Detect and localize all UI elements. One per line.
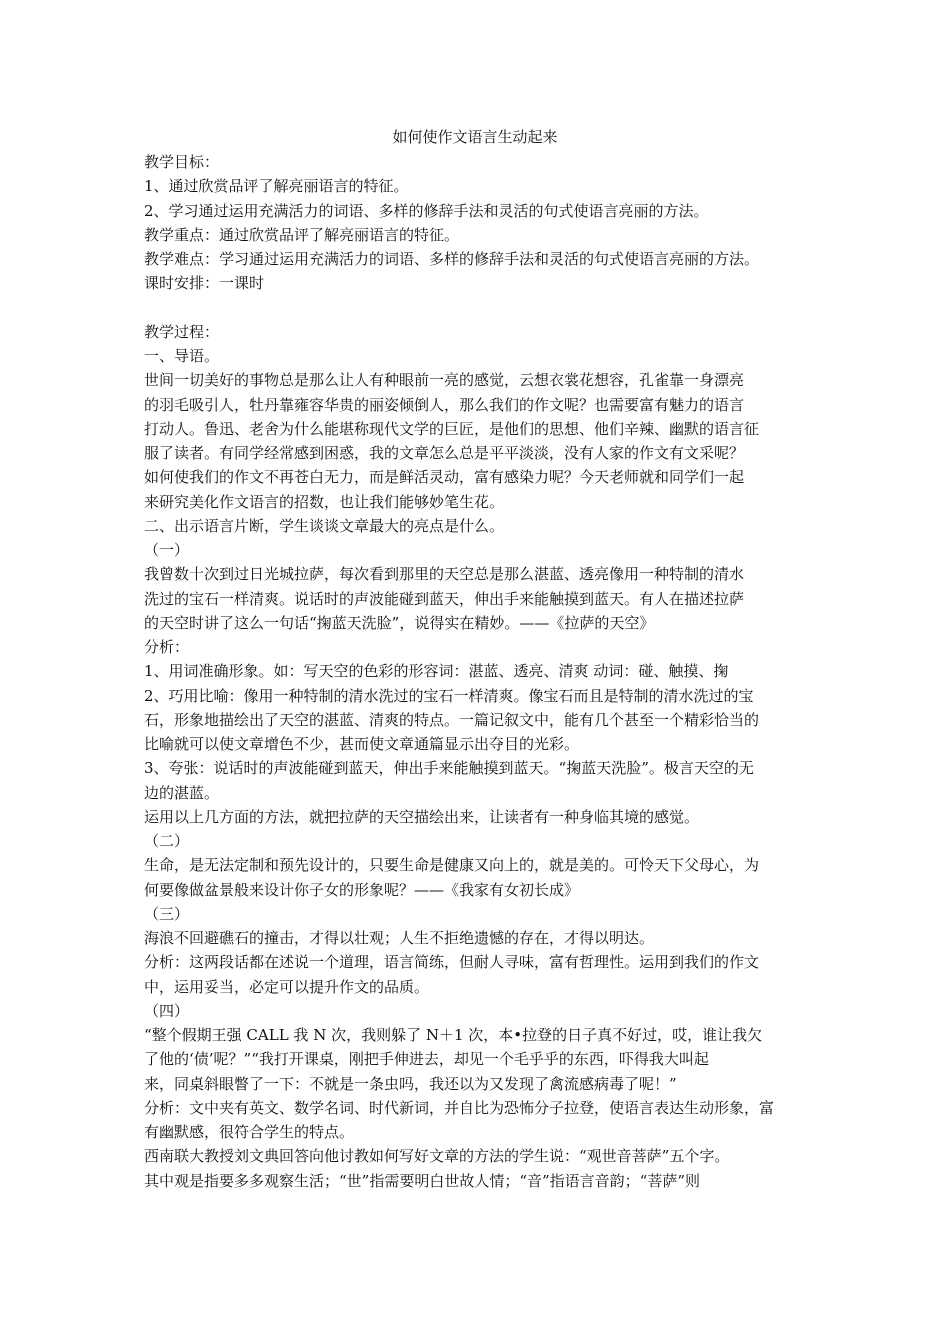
text-line: 教学难点：学习通过运用充满活力的词语、多样的修辞手法和灵活的句式使语言亮丽的方法。: [144, 250, 760, 268]
text-line: 生命，是无法定制和预先设计的，只要生命是健康又向上的，就是美的。可怜天下父母心，为: [144, 856, 760, 875]
text-line: 石，形象地描绘出了天空的湛蓝、清爽的特点。一篇记叙文中，能有几个甚至一个精彩恰当的: [144, 710, 760, 729]
text-line: 课时安排：一课时: [144, 274, 265, 293]
text-line: 二、出示语言片断，学生谈谈文章最大的亮点是什么。: [144, 516, 505, 535]
text-line: 海浪不回避礁石的撞击，才得以壮观；人生不拒绝遗憾的存在，才得以明达。: [144, 929, 655, 947]
text-line: 2、巧用比喻：像用一种特制的清水洗过的宝石一样清爽。像宝石而且是特制的清水洗过的宝: [144, 686, 754, 705]
text-line: 其中观是指要多多观察生活；“世”指需要明白世故人情；“音”指语言音韵；“菩萨”则: [144, 1171, 701, 1190]
text-line: 来研究美化作文语言的招数，也让我们能够妙笔生花。: [144, 492, 505, 511]
text-line: 3、夸张：说话时的声波能碰到蓝天，伸出手来能触摸到蓝天。“掬蓝天洗脸”。极言天空的无: [144, 759, 754, 778]
text-line: 洗过的宝石一样清爽。说话时的声波能碰到蓝天，伸出手来能触摸到蓝天。有人在描述拉萨: [144, 589, 745, 608]
text-line: 1、用词准确形象。如：写天空的色彩的形容词：湛蓝、透亮、清爽 动词：碰、触摸、掬: [144, 662, 729, 681]
text-line: 比喻就可以使文章增色不少，甚而使文章通篇显示出夺目的光彩。: [144, 735, 580, 753]
text-line: 的天空时讲了这么一句话“掬蓝天洗脸”，说得实在精妙。——《拉萨的天空》: [144, 613, 655, 632]
text-line: 边的湛蓝。: [144, 783, 220, 802]
document-title: 如何使作文语言生动起来: [392, 128, 558, 146]
text-line: 西南联大教授刘文典回答向他讨教如何写好文章的方法的学生说：“观世音菩萨”五个字。: [144, 1147, 730, 1166]
text-line: （三）: [144, 904, 190, 923]
text-line: 何要像做盆景般来设计你子女的形象呢？——《我家有女初长成》: [144, 880, 580, 899]
text-line: 教学过程：: [144, 322, 220, 341]
text-line: 教学目标：: [144, 153, 220, 171]
text-line: 一、导语。: [144, 347, 220, 365]
text-line: 我曾数十次到过日光城拉萨，每次看到那里的天空总是那么湛蓝、透亮像用一种特制的清水: [144, 565, 745, 584]
text-line: 如何使我们的作文不再苍白无力，而是鲜活灵动，富有感染力呢？今天老师就和同学们一起: [144, 468, 745, 487]
text-line: 教学重点：通过欣赏品评了解亮丽语言的特征。: [144, 225, 460, 244]
text-line: 中，运用妥当，必定可以提升作文的品质。: [144, 977, 430, 996]
text-line: 分析：这两段话都在述说一个道理，语言简练，但耐人寻味，富有哲理性。运用到我们的作文: [144, 953, 760, 972]
text-line: 了他的‘债’呢？”“我打开课桌，刚把手伸进去，却见一个毛乎乎的东西，吓得我大叫起: [144, 1050, 709, 1069]
text-line: 2、学习通过运用充满活力的词语、多样的修辞手法和灵活的句式使语言亮丽的方法。: [144, 201, 709, 220]
text-line: “整个假期王强 CALL 我 N 次，我则躲了 N＋1 次，本•拉登的日子真不好过，哎，谁让我欠: [144, 1026, 763, 1044]
text-line: 的羽毛吸引人，牡丹靠雍容华贵的丽姿倾倒人，那么我们的作文呢？也需要富有魅力的语言: [144, 395, 745, 414]
text-line: 世间一切美好的事物总是那么让人有种眼前一亮的感觉，云想衣裳花想容，孔雀靠一身漂亮: [144, 371, 745, 390]
text-line: 服了读者。有同学经常感到困惑，我的文章怎么总是平平淡淡，没有人家的作文有文采呢？: [144, 444, 745, 462]
text-line: 来，同桌斜眼瞥了一下：不就是一条虫吗，我还以为又发现了禽流感病毒了呢！”: [144, 1074, 677, 1093]
text-line: （一）: [144, 541, 190, 559]
text-line: 分析：文中夹有英文、数学名词、时代新词，并自比为恐怖分子拉登，使语言表达生动形象，富: [144, 1098, 775, 1117]
text-line: 分析：: [144, 638, 190, 656]
text-line: 1、通过欣赏品评了解亮丽语言的特征。: [144, 177, 409, 196]
text-line: 打动人。鲁迅、老舍为什么能堪称现代文学的巨匠，是他们的思想、他们辛辣、幽默的语言征: [144, 419, 760, 438]
text-line: 有幽默感，很符合学生的特点。: [144, 1123, 355, 1141]
text-line: （二）: [144, 832, 190, 850]
text-line: （四）: [144, 1001, 190, 1020]
text-line: 运用以上几方面的方法，就把拉萨的天空描绘出来，让读者有一种身临其境的感觉。: [144, 807, 700, 826]
